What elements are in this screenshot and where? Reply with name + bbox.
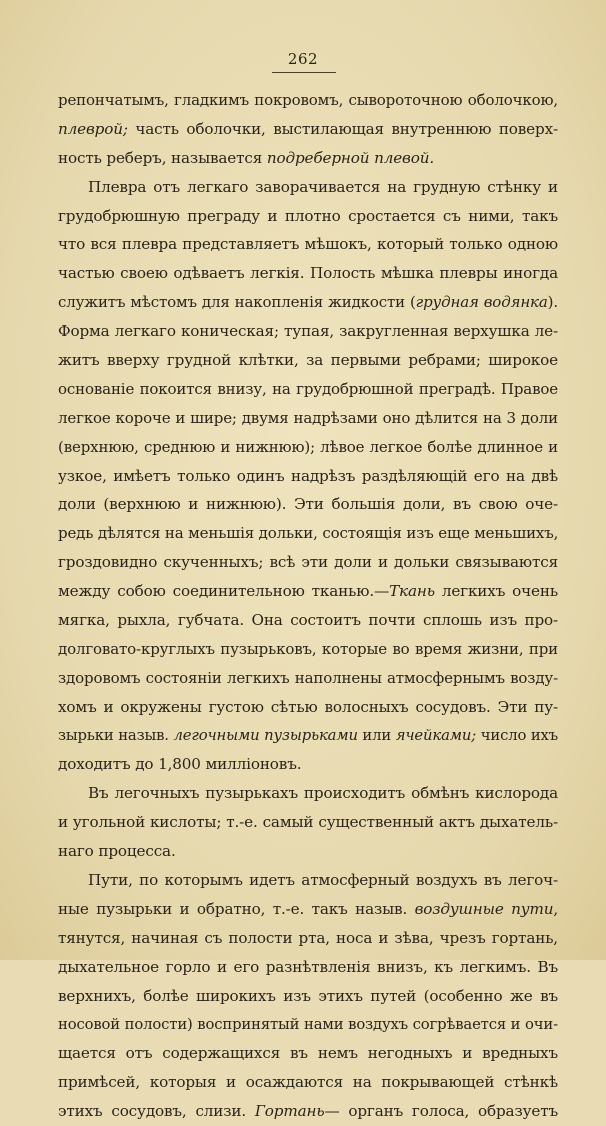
text-segment: щается отъ содержащихся въ немъ негодныхъ и вредныхъ <box>58 1044 558 1063</box>
text-line <box>58 375 558 404</box>
italic-term: ячейками; <box>395 726 477 744</box>
italic-term: подреберной плевой. <box>266 148 435 167</box>
text-line <box>58 288 558 317</box>
text-segment: тянутся, начиная съ полости рта, носа и зѣва, чрезъ гортань, <box>58 928 558 947</box>
text-segment: доли (верхнюю и нижнюю). Эти большія доли, въ свою оче- <box>58 495 558 514</box>
text-segment: ). <box>547 293 558 312</box>
text-line <box>58 462 558 491</box>
text-line <box>58 664 558 693</box>
text-line <box>58 404 558 433</box>
text-segment: легкихъ очень <box>434 582 558 601</box>
italic-term: легочными пузырьками <box>173 726 358 744</box>
text-segment: грудобрюшную преграду и плотно сростается съ ними, такъ <box>58 206 558 225</box>
italic-term: грудная водянка <box>415 293 548 312</box>
text-line <box>58 837 558 866</box>
text-segment: доходитъ до 1,800 милліоновъ. <box>58 755 302 774</box>
text-line <box>58 895 558 924</box>
text-segment: основаніе покоится внизу, на грудобрюшной преградѣ. Правое <box>58 379 558 398</box>
text-line <box>58 953 558 982</box>
text-segment: ность реберъ, называется <box>58 148 267 167</box>
italic-term: Гортань <box>254 1102 325 1121</box>
text-segment: служитъ мѣстомъ для накопленія жидкости ( <box>58 293 416 312</box>
text-line <box>58 577 558 606</box>
text-segment: (верхнюю, среднюю и нижнюю); лѣвое легкое болѣе длинное и <box>58 437 558 456</box>
text-line <box>58 722 558 751</box>
text-line <box>58 86 558 115</box>
text-line <box>58 982 558 1011</box>
text-line <box>58 808 558 837</box>
text-segment: репончатымъ, гладкимъ покровомъ, сывороточною оболочкою, <box>58 91 558 109</box>
text-segment: Пути, по которымъ идетъ атмосферный воздухъ въ легоч- <box>88 871 558 890</box>
text-line <box>58 693 558 722</box>
text-line <box>58 1097 558 1126</box>
text-segment: , <box>553 899 559 918</box>
text-line <box>58 635 558 664</box>
text-line <box>58 317 558 346</box>
text-line <box>58 490 558 519</box>
text-segment: гроздовидно скученныхъ; всѣ эти доли и дольки связываются <box>58 553 558 572</box>
text-line <box>58 924 558 953</box>
text-segment: здоровомъ состояніи легкихъ наполнены атмосфернымъ возду- <box>58 668 558 687</box>
text-line <box>58 779 558 808</box>
text-segment: между собою соединительною тканью.— <box>58 582 390 601</box>
text-line <box>58 173 558 202</box>
italic-term: Ткань <box>389 582 435 601</box>
body-text <box>58 86 558 1126</box>
text-segment: долговато-круглыхъ пузырьковъ, которые во время жизни, при <box>58 639 558 658</box>
text-segment: что вся плевра представляетъ мѣшокъ, который только одною <box>58 235 558 254</box>
page-number-rule <box>272 72 336 73</box>
text-line <box>58 259 558 288</box>
text-segment: мягка, рыхла, губчата. Она состоитъ почти сплошь изъ про- <box>58 611 558 630</box>
text-line <box>58 1011 558 1040</box>
text-segment: зырьки назыв. <box>58 726 174 744</box>
text-line <box>58 750 558 779</box>
text-segment: хомъ и окружены густою сѣтью волосныхъ сосудовъ. Эти пу- <box>58 697 558 716</box>
text-line <box>58 144 558 173</box>
text-segment: верхнихъ, болѣе широкихъ изъ этихъ путей (особенно же въ <box>58 986 558 1005</box>
text-line <box>58 346 558 375</box>
text-segment: носовой полости) воспринятый нами воздухъ согрѣвается и очи- <box>58 1015 558 1033</box>
text-segment: частью своею одѣваетъ легкія. Полость мѣшка плевры иногда <box>58 264 558 283</box>
page-number: 262 <box>287 50 319 68</box>
text-segment: Форма легкаго коническая; тупая, закругленная верхушка ле- <box>58 322 558 341</box>
text-segment: ные пузырьки и обратно, т.-е. такъ назыв. <box>58 899 415 918</box>
text-line <box>58 115 558 144</box>
text-segment: часть оболочки, выстилающая внутреннюю поверх- <box>127 119 558 138</box>
text-segment: или <box>357 726 396 744</box>
text-segment: — органъ голоса, образуетъ <box>324 1102 558 1121</box>
italic-term: воздушные пути <box>414 899 554 918</box>
text-line <box>58 1068 558 1097</box>
text-segment: дыхательное горло и его разнѣтвленія внизъ, къ легкимъ. Въ <box>58 957 558 976</box>
text-line <box>58 519 558 548</box>
italic-term: плеврой; <box>58 119 128 138</box>
text-segment: число ихъ <box>476 726 559 744</box>
text-segment: примѣсей, которыя и осаждаются на покрывающей стѣнкѣ <box>58 1073 558 1092</box>
text-segment: Плевра отъ легкаго заворачивается на грудную стѣнку и <box>88 177 558 196</box>
text-segment: редь дѣлятся на меньшія дольки, состоящія изъ еще меньшихъ, <box>58 524 559 543</box>
text-segment: наго процесса. <box>58 842 176 861</box>
text-line <box>58 548 558 577</box>
text-line <box>58 433 558 462</box>
text-segment: житъ вверху грудной клѣтки, за первыми ребрами; широкое <box>58 351 558 370</box>
text-segment: узкое, имѣетъ только одинъ надрѣзъ раздѣляющій его на двѣ <box>58 466 558 485</box>
text-segment: Въ легочныхъ пузырькахъ происходитъ обмѣнъ кислорода <box>88 784 558 803</box>
text-line <box>58 230 558 259</box>
text-segment: этихъ сосудовъ, слизи. <box>58 1102 255 1121</box>
text-line <box>58 866 558 895</box>
text-line <box>58 606 558 635</box>
text-line <box>58 202 558 231</box>
text-segment: легкое короче и шире; двумя надрѣзами оно дѣлится на 3 доли <box>58 408 558 427</box>
text-segment: и угольной кислоты; т.-е. самый существенный актъ дыхатель- <box>58 813 558 832</box>
text-line <box>58 1039 558 1068</box>
